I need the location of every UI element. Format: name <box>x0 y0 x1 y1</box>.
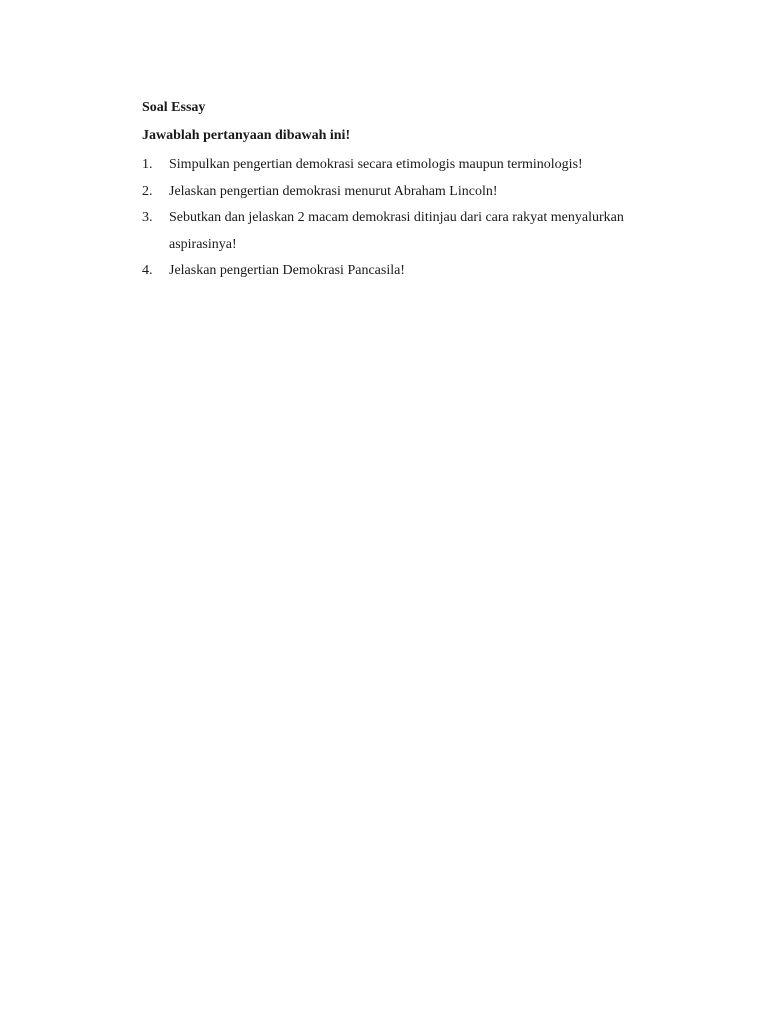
question-number: 1. <box>142 157 153 172</box>
instruction-text: Jawablah pertanyaan dibawah ini! <box>142 128 351 143</box>
question-list <box>142 152 682 285</box>
list-item <box>142 258 682 285</box>
question-number: 3. <box>142 210 153 225</box>
question-number: 4. <box>142 263 153 278</box>
question-text: Simpulkan pengertian demokrasi secara etimologis maupun terminologis! <box>169 157 583 172</box>
document-body <box>142 98 682 285</box>
document-title: Soal Essay <box>142 100 206 115</box>
question-number: 2. <box>142 183 153 199</box>
list-item <box>142 152 682 179</box>
question-text: Sebutkan dan jelaskan 2 macam demokrasi ditinjau dari cara rakyat menyalurkan aspirasinya! <box>169 210 624 252</box>
question-text: Jelaskan pengertian demokrasi menurut Abraham Lincoln! <box>169 183 498 199</box>
question-text: Jelaskan pengertian Demokrasi Pancasila! <box>169 263 405 278</box>
list-item <box>142 179 682 206</box>
list-item <box>142 205 682 258</box>
